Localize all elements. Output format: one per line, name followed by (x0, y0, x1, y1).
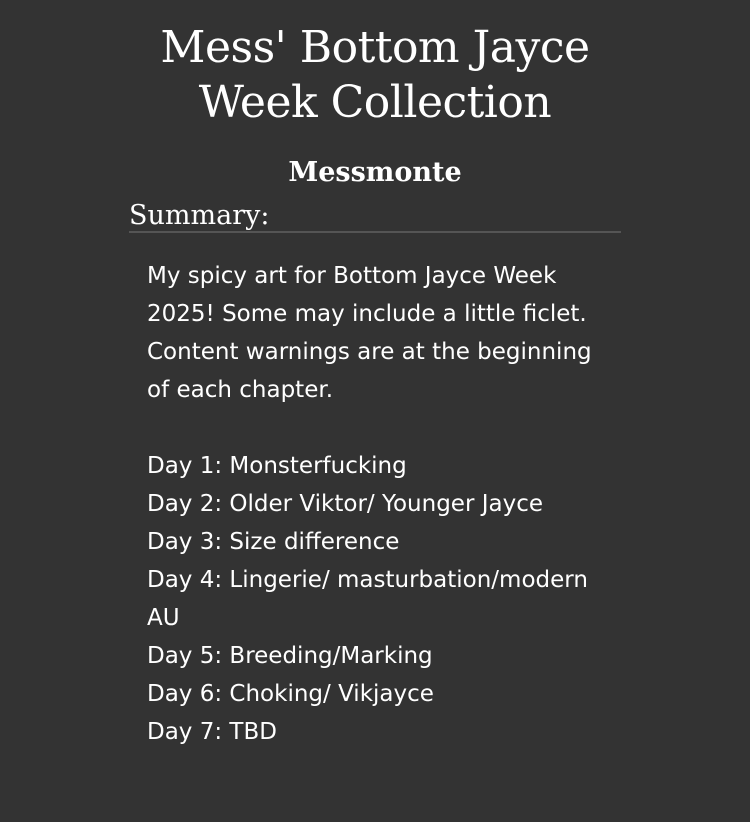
day-4-prompt: Day 4: Lingerie/ masturbation/modern AU (147, 567, 588, 631)
summary-intro: My spicy art for Bottom Jayce Week 2025! Some may include a little ficlet. Content warnings are at the beginning of each chapter. (147, 263, 592, 403)
summary-module (129, 202, 621, 751)
day-5-prompt: Day 5: Breeding/Marking (147, 643, 433, 669)
day-1-prompt: Day 1: Monsterfucking (147, 453, 407, 479)
day-7-prompt: Day 7: TBD (147, 719, 277, 745)
work-title: Mess' Bottom Jayce Week Collection (160, 22, 590, 128)
summary-heading: Summary: (129, 202, 621, 233)
work-header (129, 0, 621, 751)
day-6-prompt: Day 6: Choking/ Vikjayce (147, 681, 434, 707)
author-name[interactable]: Messmonte (288, 157, 462, 188)
day-2-prompt: Day 2: Older Viktor/ Younger Jayce (147, 491, 543, 517)
summary-day-list (147, 447, 621, 751)
day-3-prompt: Day 3: Size difference (147, 529, 400, 555)
summary-text (147, 257, 621, 751)
